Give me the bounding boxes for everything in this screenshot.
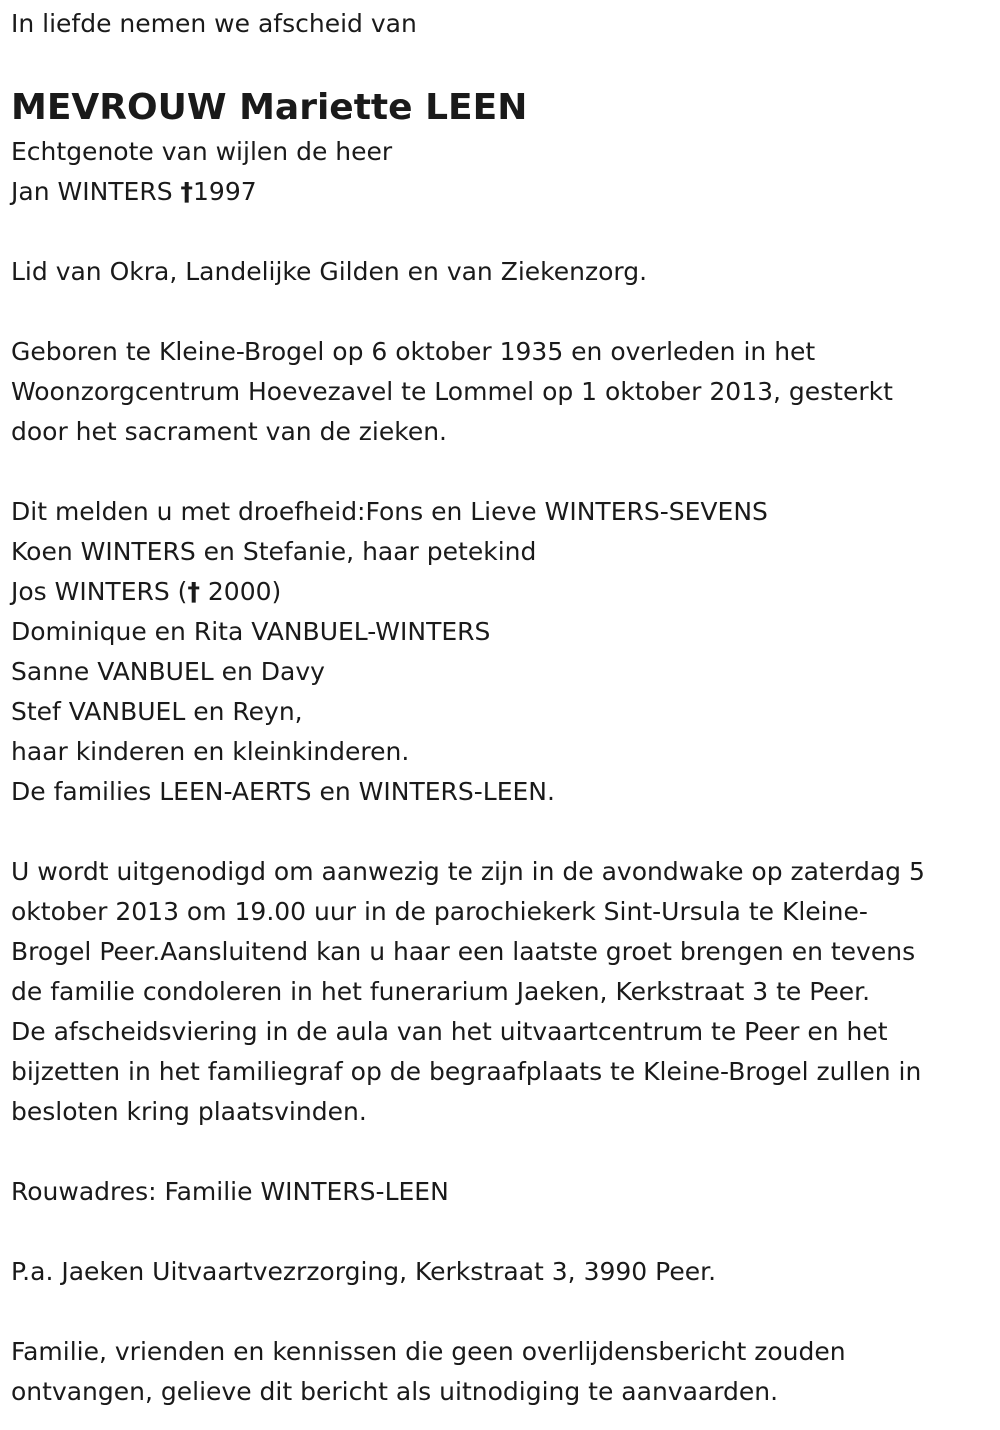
family-line-8: De families LEEN-AERTS en WINTERS-LEEN. <box>11 777 555 806</box>
spacer <box>11 292 986 332</box>
invitation-line-1: U wordt uitgenodigd om aanwezig te zijn in de avondwake op zaterdag 5 <box>11 857 925 886</box>
spouse-line-1: Echtgenote van wijlen de heer <box>11 137 393 166</box>
closing-line-2: ontvangen, gelieve dit bericht als uitnodiging te aanvaarden. <box>11 1377 779 1406</box>
invitation-line-4: de familie condoleren in het funerarium Jaeken, Kerkstraat 3 te Peer. <box>11 977 871 1006</box>
invitation-line-2: oktober 2013 om 19.00 uur in de parochiekerk Sint-Ursula te Kleine- <box>11 897 868 926</box>
family-line-3-start: Jos WINTERS ( <box>11 577 188 606</box>
spouse-name: Jan WINTERS <box>11 177 181 206</box>
birth-death-line-1: Geboren te Kleine-Brogel op 6 oktober 1935 en overleden in het <box>11 337 816 366</box>
family-line-2: Koen WINTERS en Stefanie, haar petekind <box>11 537 537 566</box>
family-line-6: Stef VANBUEL en Reyn, <box>11 697 303 726</box>
birth-death-line-3: door het sacrament van de zieken. <box>11 417 447 446</box>
spacer <box>11 1132 986 1172</box>
family-line-4: Dominique en Rita VANBUEL-WINTERS <box>11 617 491 646</box>
invitation-line-6: bijzetten in het familiegraf op de begraafplaats te Kleine-Brogel zullen in <box>11 1057 922 1086</box>
spacer <box>11 452 986 492</box>
cross-icon: † <box>180 177 194 206</box>
spacer <box>11 212 986 252</box>
intro-text: In liefde nemen we afscheid van <box>11 9 417 38</box>
mourning-address: Rouwadres: Familie WINTERS-LEEN <box>11 1177 449 1206</box>
invitation-line-3: Brogel Peer.Aansluitend kan u haar een laatste groet brengen en tevens <box>11 937 916 966</box>
deceased-name: MEVROUW Mariette LEEN <box>11 87 528 128</box>
family-line-3 <box>11 572 986 612</box>
membership-text: Lid van Okra, Landelijke Gilden en van Ziekenzorg. <box>11 257 648 286</box>
closing-line-1: Familie, vrienden en kennissen die geen overlijdensbericht zouden <box>11 1337 846 1366</box>
family-line-1: Dit melden u met droefheid:Fons en Lieve WINTERS-SEVENS <box>11 497 768 526</box>
family-line-3-end: 2000) <box>199 577 282 606</box>
funeral-home-address: P.a. Jaeken Uitvaartvezrzorging, Kerkstraat 3, 3990 Peer. <box>11 1257 717 1286</box>
family-line-5: Sanne VANBUEL en Davy <box>11 657 325 686</box>
spacer <box>11 812 986 852</box>
spouse-death-year: 1997 <box>193 177 257 206</box>
spouse-line-2 <box>11 172 986 212</box>
cross-icon: † <box>187 577 200 606</box>
spacer <box>11 1212 986 1252</box>
invitation-line-5: De afscheidsviering in de aula van het uitvaartcentrum te Peer en het <box>11 1017 888 1046</box>
birth-death-line-2: Woonzorgcentrum Hoevezavel te Lommel op 1 oktober 2013, gesterkt <box>11 377 893 406</box>
invitation-line-7: besloten kring plaatsvinden. <box>11 1097 367 1126</box>
family-line-7: haar kinderen en kleinkinderen. <box>11 737 410 766</box>
spacer <box>11 1292 986 1332</box>
